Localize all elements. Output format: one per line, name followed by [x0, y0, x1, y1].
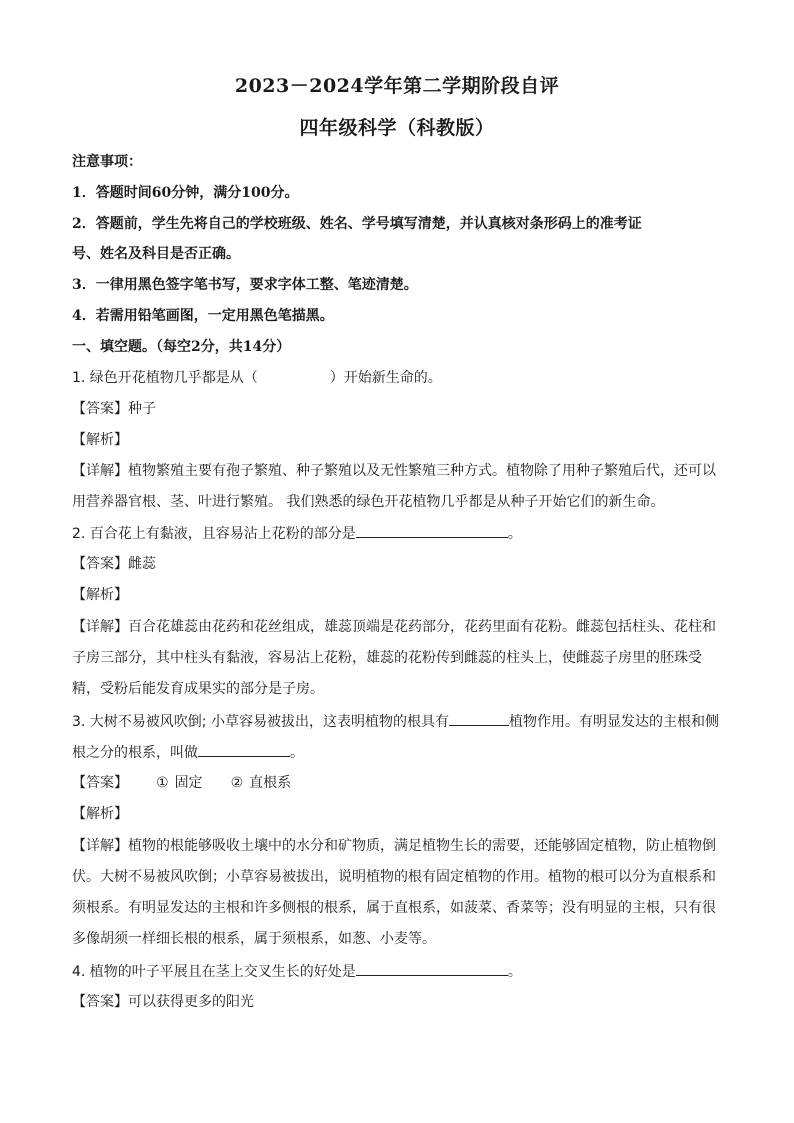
answer-blank — [198, 742, 290, 757]
question-2-text: 2. 百合花上有黏液，且容易沾上花粉的部分是 — [72, 526, 356, 542]
answer-value: 可以获得更多的阳光 — [128, 994, 254, 1010]
answer-row-4 — [72, 992, 732, 1012]
document-subtitle: 四年级科学（科教版） — [299, 117, 495, 139]
question-3 — [72, 711, 732, 732]
detail-text-cont: 多像胡须一样细长根的根系，属于须根系，如葱、小麦等。 — [72, 931, 436, 947]
detail-row-1 — [72, 461, 732, 481]
question-3-cont — [72, 742, 732, 763]
answer-blank — [356, 523, 508, 538]
answer-row-3 — [72, 773, 732, 793]
document-title: 2023－2024学年第二学期阶段自评 — [234, 75, 560, 97]
analysis-tag: 【解析】 — [72, 432, 128, 448]
question-1-text-end: ）开始新生命的。 — [329, 370, 442, 386]
analysis-tag: 【解析】 — [72, 806, 128, 822]
note-item-4: 4．若需用铅笔画图，一定用黑色笔描黑。 — [72, 308, 334, 324]
question-2-text-end: 。 — [507, 526, 522, 542]
answer-value: 雌蕊 — [128, 556, 156, 572]
note-item-2-cont: 号、姓名及科目是否正确。 — [72, 246, 240, 262]
question-3-text: 3. 大树不易被风吹倒; 小草容易被拔出，这表明植物的根具有 — [72, 714, 449, 730]
detail-row-3 — [72, 836, 732, 856]
question-4-text: 4. 植物的叶子平展且在茎上交叉生长的好处是 — [72, 964, 356, 980]
answer-value-1: 固定 — [174, 775, 203, 791]
answer-tag: 【答案】 — [72, 401, 128, 417]
detail-text-cont: 子房三部分，其中柱头有黏液，容易沾上花粉，雄蕊的花粉传到雌蕊的柱头上，使雌蕊子房里的胚珠受 — [72, 650, 702, 666]
answer-value-2: 直根系 — [249, 775, 292, 791]
answer-blank — [356, 961, 508, 976]
note-item-1: 1．答题时间60分钟，满分100分。 — [72, 185, 299, 201]
detail-text-cont: 精，受粉后能发育成果实的部分是子房。 — [72, 681, 324, 697]
detail-text: 百合花雄蕊由花药和花丝组成，雄蕊顶端是花药部分，花药里面有花粉。雌蕊包括柱头、花柱和 — [128, 619, 716, 635]
question-4 — [72, 961, 732, 982]
answer-tag: 【答案】 — [72, 556, 128, 572]
question-3-text-mid: 植物作用。有明显发达的主根和侧 — [508, 714, 719, 730]
detail-tag: 【详解】 — [72, 838, 128, 854]
answer-mark-2: ② — [230, 775, 244, 791]
note-item-2: 2．答题前，学生先将自己的学校班级、姓名、学号填写清楚，并认真核对条形码上的准考证 — [72, 216, 642, 232]
detail-text-cont: 须根系。有明显发达的主根和许多侧根的根系，属于直根系，如菠菜、香菜等；没有明显的主根，只有很 — [72, 900, 716, 916]
answer-tag: 【答案】 — [72, 775, 128, 791]
answer-tag: 【答案】 — [72, 994, 128, 1010]
detail-tag: 【详解】 — [72, 463, 128, 479]
detail-row-2 — [72, 617, 732, 637]
detail-text-cont: 用营养器官根、茎、叶进行繁殖。 我们熟悉的绿色开花植物几乎都是从种子开始它们的新生命。 — [72, 494, 665, 510]
answer-row-2 — [72, 554, 732, 574]
notes-heading: 注意事项： — [72, 154, 142, 170]
question-2 — [72, 523, 732, 544]
question-1 — [72, 368, 732, 388]
question-4-text-end: 。 — [507, 964, 522, 980]
answer-mark-1: ① — [156, 775, 169, 791]
note-item-3: 3．一律用黑色签字笔书写，要求字体工整、笔迹清楚。 — [72, 277, 418, 293]
question-1-text: 1. 绿色开花植物几乎都是从（ — [72, 370, 258, 386]
detail-text: 植物繁殖主要有孢子繁殖、种子繁殖以及无性繁殖三种方式。植物除了用种子繁殖后代，还可以 — [128, 463, 716, 479]
question-3-text-end: 。 — [290, 745, 304, 761]
section-heading: 一、填空题。（每空2分，共14分） — [72, 339, 291, 355]
question-3-text-cont: 根之分的根系，叫做 — [72, 745, 198, 761]
detail-text-cont: 伏。大树不易被风吹倒；小草容易被拔出，说明植物的根有固定植物的作用。植物的根可以分为直根系和 — [72, 869, 716, 885]
detail-text: 植物的根能够吸收土壤中的水分和矿物质，满足植物生长的需要，还能够固定植物，防止植物倒 — [128, 838, 716, 854]
answer-row-1 — [72, 399, 732, 419]
answer-value: 种子 — [128, 401, 156, 417]
answer-blank — [449, 711, 509, 726]
detail-tag: 【详解】 — [72, 619, 128, 635]
analysis-tag: 【解析】 — [72, 587, 128, 603]
